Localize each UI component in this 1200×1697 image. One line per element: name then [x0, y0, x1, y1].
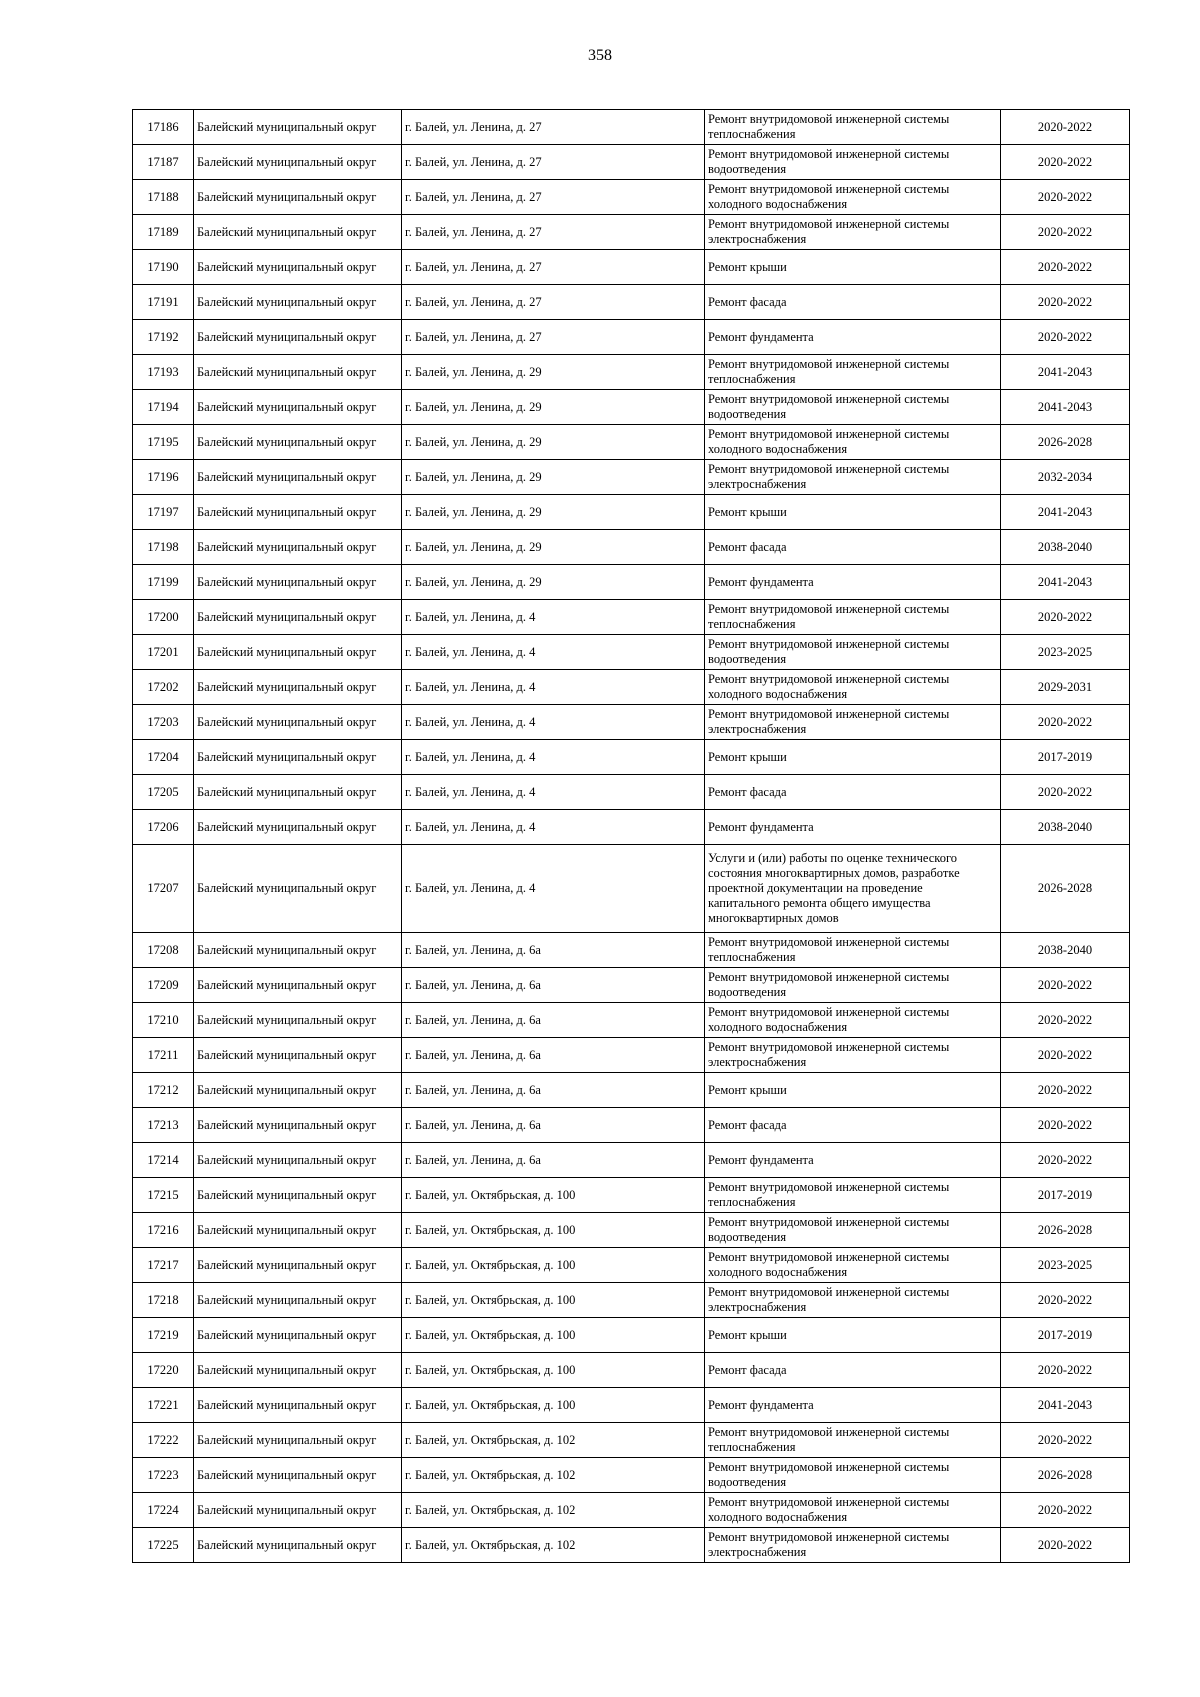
work-type-cell: Ремонт внутридомовой инженерной системы водоотведения: [705, 635, 1001, 670]
table-row: [133, 460, 1130, 495]
work-type-cell: Ремонт внутридомовой инженерной системы холодного водоснабжения: [705, 1248, 1001, 1283]
row-number: 17222: [133, 1423, 194, 1458]
municipality-cell: Балейский муниципальный округ: [194, 740, 402, 775]
row-number: 17201: [133, 635, 194, 670]
municipality-cell: Балейский муниципальный округ: [194, 1318, 402, 1353]
table-row: [133, 1178, 1130, 1213]
municipality-cell: Балейский муниципальный округ: [194, 1003, 402, 1038]
row-number: 17223: [133, 1458, 194, 1493]
address-cell: г. Балей, ул. Ленина, д. 27: [402, 180, 705, 215]
row-number: 17209: [133, 968, 194, 1003]
years-cell: 2029-2031: [1001, 670, 1130, 705]
row-number: 17214: [133, 1143, 194, 1178]
table-row: [133, 1108, 1130, 1143]
years-cell: 2026-2028: [1001, 1458, 1130, 1493]
years-cell: 2038-2040: [1001, 810, 1130, 845]
work-type-cell: Ремонт внутридомовой инженерной системы электроснабжения: [705, 1528, 1001, 1563]
address-cell: г. Балей, ул. Октябрьская, д. 100: [402, 1178, 705, 1213]
municipality-cell: Балейский муниципальный округ: [194, 1038, 402, 1073]
row-number: 17212: [133, 1073, 194, 1108]
address-cell: г. Балей, ул. Октябрьская, д. 100: [402, 1318, 705, 1353]
row-number: 17194: [133, 390, 194, 425]
address-cell: г. Балей, ул. Октябрьская, д. 102: [402, 1493, 705, 1528]
row-number: 17188: [133, 180, 194, 215]
table-row: [133, 1283, 1130, 1318]
table-row: [133, 1388, 1130, 1423]
address-cell: г. Балей, ул. Ленина, д. 27: [402, 320, 705, 355]
work-type-cell: Ремонт внутридомовой инженерной системы теплоснабжения: [705, 600, 1001, 635]
table-row: [133, 968, 1130, 1003]
row-number: 17205: [133, 775, 194, 810]
address-cell: г. Балей, ул. Октябрьская, д. 102: [402, 1423, 705, 1458]
address-cell: г. Балей, ул. Ленина, д. 4: [402, 810, 705, 845]
years-cell: 2041-2043: [1001, 565, 1130, 600]
work-type-cell: Ремонт внутридомовой инженерной системы холодного водоснабжения: [705, 1003, 1001, 1038]
municipality-cell: Балейский муниципальный округ: [194, 1143, 402, 1178]
municipality-cell: Балейский муниципальный округ: [194, 775, 402, 810]
years-cell: 2020-2022: [1001, 180, 1130, 215]
table-row: [133, 145, 1130, 180]
municipality-cell: Балейский муниципальный округ: [194, 1353, 402, 1388]
work-type-cell: Ремонт внутридомовой инженерной системы водоотведения: [705, 968, 1001, 1003]
work-type-cell: Ремонт фундамента: [705, 1388, 1001, 1423]
work-type-cell: Ремонт фундамента: [705, 320, 1001, 355]
municipality-cell: Балейский муниципальный округ: [194, 495, 402, 530]
municipality-cell: Балейский муниципальный округ: [194, 1213, 402, 1248]
row-number: 17187: [133, 145, 194, 180]
years-cell: 2020-2022: [1001, 1073, 1130, 1108]
address-cell: г. Балей, ул. Ленина, д. 29: [402, 355, 705, 390]
work-type-cell: Ремонт внутридомовой инженерной системы водоотведения: [705, 1213, 1001, 1248]
address-cell: г. Балей, ул. Ленина, д. 6а: [402, 968, 705, 1003]
table-row: [133, 1073, 1130, 1108]
row-number: 17189: [133, 215, 194, 250]
work-type-cell: Ремонт внутридомовой инженерной системы теплоснабжения: [705, 355, 1001, 390]
address-cell: г. Балей, ул. Ленина, д. 29: [402, 565, 705, 600]
work-type-cell: Ремонт внутридомовой инженерной системы электроснабжения: [705, 215, 1001, 250]
work-type-cell: Ремонт внутридомовой инженерной системы электроснабжения: [705, 1038, 1001, 1073]
row-number: 17204: [133, 740, 194, 775]
address-cell: г. Балей, ул. Октябрьская, д. 102: [402, 1528, 705, 1563]
work-type-cell: Ремонт внутридомовой инженерной системы холодного водоснабжения: [705, 1493, 1001, 1528]
municipality-cell: Балейский муниципальный округ: [194, 180, 402, 215]
years-cell: 2032-2034: [1001, 460, 1130, 495]
row-number: 17202: [133, 670, 194, 705]
work-type-cell: Ремонт внутридомовой инженерной системы водоотведения: [705, 145, 1001, 180]
address-cell: г. Балей, ул. Октябрьская, д. 100: [402, 1283, 705, 1318]
work-type-cell: Ремонт крыши: [705, 495, 1001, 530]
table-row: [133, 1038, 1130, 1073]
table-row: [133, 495, 1130, 530]
municipality-cell: Балейский муниципальный округ: [194, 635, 402, 670]
years-cell: 2020-2022: [1001, 705, 1130, 740]
table-row: [133, 1458, 1130, 1493]
years-cell: 2023-2025: [1001, 635, 1130, 670]
years-cell: 2023-2025: [1001, 1248, 1130, 1283]
table-row: [133, 933, 1130, 968]
years-cell: 2020-2022: [1001, 600, 1130, 635]
address-cell: г. Балей, ул. Ленина, д. 29: [402, 425, 705, 460]
row-number: 17206: [133, 810, 194, 845]
work-type-cell: Ремонт фасада: [705, 530, 1001, 565]
address-cell: г. Балей, ул. Ленина, д. 6а: [402, 1073, 705, 1108]
row-number: 17196: [133, 460, 194, 495]
years-cell: 2020-2022: [1001, 1493, 1130, 1528]
address-cell: г. Балей, ул. Ленина, д. 27: [402, 215, 705, 250]
work-type-cell: Ремонт внутридомовой инженерной системы электроснабжения: [705, 705, 1001, 740]
table-row: [133, 425, 1130, 460]
years-cell: 2017-2019: [1001, 740, 1130, 775]
municipality-cell: Балейский муниципальный округ: [194, 1108, 402, 1143]
municipality-cell: Балейский муниципальный округ: [194, 933, 402, 968]
municipality-cell: Балейский муниципальный округ: [194, 810, 402, 845]
row-number: 17219: [133, 1318, 194, 1353]
row-number: 17190: [133, 250, 194, 285]
years-cell: 2020-2022: [1001, 1283, 1130, 1318]
table-body: [133, 110, 1130, 1563]
row-number: 17198: [133, 530, 194, 565]
years-cell: 2041-2043: [1001, 495, 1130, 530]
address-cell: г. Балей, ул. Ленина, д. 6а: [402, 1038, 705, 1073]
municipality-cell: Балейский муниципальный округ: [194, 320, 402, 355]
years-cell: 2020-2022: [1001, 1353, 1130, 1388]
address-cell: г. Балей, ул. Ленина, д. 27: [402, 145, 705, 180]
municipality-cell: Балейский муниципальный округ: [194, 530, 402, 565]
address-cell: г. Балей, ул. Ленина, д. 4: [402, 705, 705, 740]
years-cell: 2020-2022: [1001, 1528, 1130, 1563]
repair-schedule-table: [132, 109, 1130, 1563]
years-cell: 2020-2022: [1001, 215, 1130, 250]
work-type-cell: Ремонт фундамента: [705, 810, 1001, 845]
address-cell: г. Балей, ул. Ленина, д. 4: [402, 740, 705, 775]
years-cell: 2020-2022: [1001, 110, 1130, 145]
years-cell: 2020-2022: [1001, 250, 1130, 285]
years-cell: 2020-2022: [1001, 775, 1130, 810]
work-type-cell: Ремонт фундамента: [705, 1143, 1001, 1178]
work-type-cell: Ремонт внутридомовой инженерной системы теплоснабжения: [705, 933, 1001, 968]
address-cell: г. Балей, ул. Ленина, д. 29: [402, 495, 705, 530]
row-number: 17224: [133, 1493, 194, 1528]
years-cell: 2026-2028: [1001, 1213, 1130, 1248]
municipality-cell: Балейский муниципальный округ: [194, 250, 402, 285]
address-cell: г. Балей, ул. Ленина, д. 6а: [402, 1003, 705, 1038]
address-cell: г. Балей, ул. Ленина, д. 6а: [402, 933, 705, 968]
page-number: 358: [588, 47, 612, 64]
municipality-cell: Балейский муниципальный округ: [194, 145, 402, 180]
address-cell: г. Балей, ул. Ленина, д. 6а: [402, 1143, 705, 1178]
address-cell: г. Балей, ул. Октябрьская, д. 100: [402, 1248, 705, 1283]
address-cell: г. Балей, ул. Октябрьская, д. 102: [402, 1458, 705, 1493]
address-cell: г. Балей, ул. Ленина, д. 27: [402, 285, 705, 320]
municipality-cell: Балейский муниципальный округ: [194, 355, 402, 390]
municipality-cell: Балейский муниципальный округ: [194, 1283, 402, 1318]
municipality-cell: Балейский муниципальный округ: [194, 110, 402, 145]
work-type-cell: Ремонт внутридомовой инженерной системы водоотведения: [705, 1458, 1001, 1493]
years-cell: 2041-2043: [1001, 1388, 1130, 1423]
municipality-cell: Балейский муниципальный округ: [194, 425, 402, 460]
work-type-cell: Ремонт фасада: [705, 1353, 1001, 1388]
municipality-cell: Балейский муниципальный округ: [194, 1178, 402, 1213]
table-row: [133, 1213, 1130, 1248]
table-row: [133, 530, 1130, 565]
row-number: 17200: [133, 600, 194, 635]
address-cell: г. Балей, ул. Ленина, д. 29: [402, 390, 705, 425]
work-type-cell: Ремонт внутридомовой инженерной системы водоотведения: [705, 390, 1001, 425]
years-cell: 2038-2040: [1001, 933, 1130, 968]
row-number: 17193: [133, 355, 194, 390]
municipality-cell: Балейский муниципальный округ: [194, 1458, 402, 1493]
years-cell: 2041-2043: [1001, 355, 1130, 390]
work-type-cell: Ремонт крыши: [705, 250, 1001, 285]
table-row: [133, 740, 1130, 775]
table-row: [133, 1143, 1130, 1178]
row-number: 17216: [133, 1213, 194, 1248]
row-number: 17186: [133, 110, 194, 145]
row-number: 17218: [133, 1283, 194, 1318]
table-row: [133, 1003, 1130, 1038]
table-row: [133, 845, 1130, 933]
row-number: 17208: [133, 933, 194, 968]
row-number: 17215: [133, 1178, 194, 1213]
address-cell: г. Балей, ул. Ленина, д. 4: [402, 600, 705, 635]
work-type-cell: Ремонт внутридомовой инженерной системы холодного водоснабжения: [705, 670, 1001, 705]
work-type-cell: Услуги и (или) работы по оценке технического состояния многоквартирных домов, разработке проектной документации на проведение капитального ремонта общего имущества многоквартирных домов: [705, 845, 1001, 933]
municipality-cell: Балейский муниципальный округ: [194, 390, 402, 425]
address-cell: г. Балей, ул. Ленина, д. 6а: [402, 1108, 705, 1143]
municipality-cell: Балейский муниципальный округ: [194, 670, 402, 705]
table-row: [133, 635, 1130, 670]
work-type-cell: Ремонт крыши: [705, 740, 1001, 775]
municipality-cell: Балейский муниципальный округ: [194, 1493, 402, 1528]
table-row: [133, 1248, 1130, 1283]
years-cell: 2020-2022: [1001, 285, 1130, 320]
years-cell: 2017-2019: [1001, 1178, 1130, 1213]
work-type-cell: Ремонт внутридомовой инженерной системы холодного водоснабжения: [705, 180, 1001, 215]
years-cell: 2020-2022: [1001, 968, 1130, 1003]
table-row: [133, 1493, 1130, 1528]
years-cell: 2020-2022: [1001, 1143, 1130, 1178]
address-cell: г. Балей, ул. Ленина, д. 27: [402, 250, 705, 285]
years-cell: 2020-2022: [1001, 1423, 1130, 1458]
row-number: 17197: [133, 495, 194, 530]
row-number: 17220: [133, 1353, 194, 1388]
address-cell: г. Балей, ул. Октябрьская, д. 100: [402, 1353, 705, 1388]
table-row: [133, 390, 1130, 425]
municipality-cell: Балейский муниципальный округ: [194, 460, 402, 495]
table-row: [133, 285, 1130, 320]
table-row: [133, 1423, 1130, 1458]
years-cell: 2017-2019: [1001, 1318, 1130, 1353]
municipality-cell: Балейский муниципальный округ: [194, 600, 402, 635]
work-type-cell: Ремонт внутридомовой инженерной системы электроснабжения: [705, 1283, 1001, 1318]
address-cell: г. Балей, ул. Ленина, д. 29: [402, 460, 705, 495]
row-number: 17192: [133, 320, 194, 355]
municipality-cell: Балейский муниципальный округ: [194, 968, 402, 1003]
table-row: [133, 705, 1130, 740]
years-cell: 2020-2022: [1001, 1003, 1130, 1038]
table-row: [133, 1353, 1130, 1388]
table-row: [133, 670, 1130, 705]
address-cell: г. Балей, ул. Ленина, д. 29: [402, 530, 705, 565]
row-number: 17203: [133, 705, 194, 740]
row-number: 17207: [133, 845, 194, 933]
work-type-cell: Ремонт внутридомовой инженерной системы электроснабжения: [705, 460, 1001, 495]
table-row: [133, 565, 1130, 600]
municipality-cell: Балейский муниципальный округ: [194, 705, 402, 740]
table-row: [133, 355, 1130, 390]
table-row: [133, 1318, 1130, 1353]
years-cell: 2026-2028: [1001, 425, 1130, 460]
work-type-cell: Ремонт внутридомовой инженерной системы теплоснабжения: [705, 1423, 1001, 1458]
row-number: 17211: [133, 1038, 194, 1073]
work-type-cell: Ремонт фундамента: [705, 565, 1001, 600]
row-number: 17191: [133, 285, 194, 320]
work-type-cell: Ремонт крыши: [705, 1318, 1001, 1353]
row-number: 17199: [133, 565, 194, 600]
table-row: [133, 1528, 1130, 1563]
work-type-cell: Ремонт внутридомовой инженерной системы теплоснабжения: [705, 110, 1001, 145]
table-row: [133, 775, 1130, 810]
address-cell: г. Балей, ул. Ленина, д. 4: [402, 635, 705, 670]
municipality-cell: Балейский муниципальный округ: [194, 1073, 402, 1108]
row-number: 17210: [133, 1003, 194, 1038]
table-row: [133, 810, 1130, 845]
years-cell: 2026-2028: [1001, 845, 1130, 933]
municipality-cell: Балейский муниципальный округ: [194, 1528, 402, 1563]
row-number: 17195: [133, 425, 194, 460]
years-cell: 2041-2043: [1001, 390, 1130, 425]
municipality-cell: Балейский муниципальный округ: [194, 565, 402, 600]
municipality-cell: Балейский муниципальный округ: [194, 1423, 402, 1458]
years-cell: 2020-2022: [1001, 320, 1130, 355]
work-type-cell: Ремонт фасада: [705, 285, 1001, 320]
address-cell: г. Балей, ул. Ленина, д. 4: [402, 670, 705, 705]
row-number: 17213: [133, 1108, 194, 1143]
address-cell: г. Балей, ул. Ленина, д. 4: [402, 775, 705, 810]
row-number: 17221: [133, 1388, 194, 1423]
years-cell: 2020-2022: [1001, 1038, 1130, 1073]
table-row: [133, 110, 1130, 145]
years-cell: 2020-2022: [1001, 145, 1130, 180]
work-type-cell: Ремонт фасада: [705, 1108, 1001, 1143]
table-row: [133, 320, 1130, 355]
table-row: [133, 215, 1130, 250]
address-cell: г. Балей, ул. Ленина, д. 27: [402, 110, 705, 145]
years-cell: 2020-2022: [1001, 1108, 1130, 1143]
row-number: 17217: [133, 1248, 194, 1283]
municipality-cell: Балейский муниципальный округ: [194, 285, 402, 320]
work-type-cell: Ремонт фасада: [705, 775, 1001, 810]
municipality-cell: Балейский муниципальный округ: [194, 1248, 402, 1283]
work-type-cell: Ремонт крыши: [705, 1073, 1001, 1108]
years-cell: 2038-2040: [1001, 530, 1130, 565]
table-row: [133, 180, 1130, 215]
municipality-cell: Балейский муниципальный округ: [194, 215, 402, 250]
table-row: [133, 600, 1130, 635]
address-cell: г. Балей, ул. Октябрьская, д. 100: [402, 1388, 705, 1423]
address-cell: г. Балей, ул. Октябрьская, д. 100: [402, 1213, 705, 1248]
address-cell: г. Балей, ул. Ленина, д. 4: [402, 845, 705, 933]
table-row: [133, 250, 1130, 285]
municipality-cell: Балейский муниципальный округ: [194, 1388, 402, 1423]
work-type-cell: Ремонт внутридомовой инженерной системы холодного водоснабжения: [705, 425, 1001, 460]
row-number: 17225: [133, 1528, 194, 1563]
work-type-cell: Ремонт внутридомовой инженерной системы теплоснабжения: [705, 1178, 1001, 1213]
municipality-cell: Балейский муниципальный округ: [194, 845, 402, 933]
